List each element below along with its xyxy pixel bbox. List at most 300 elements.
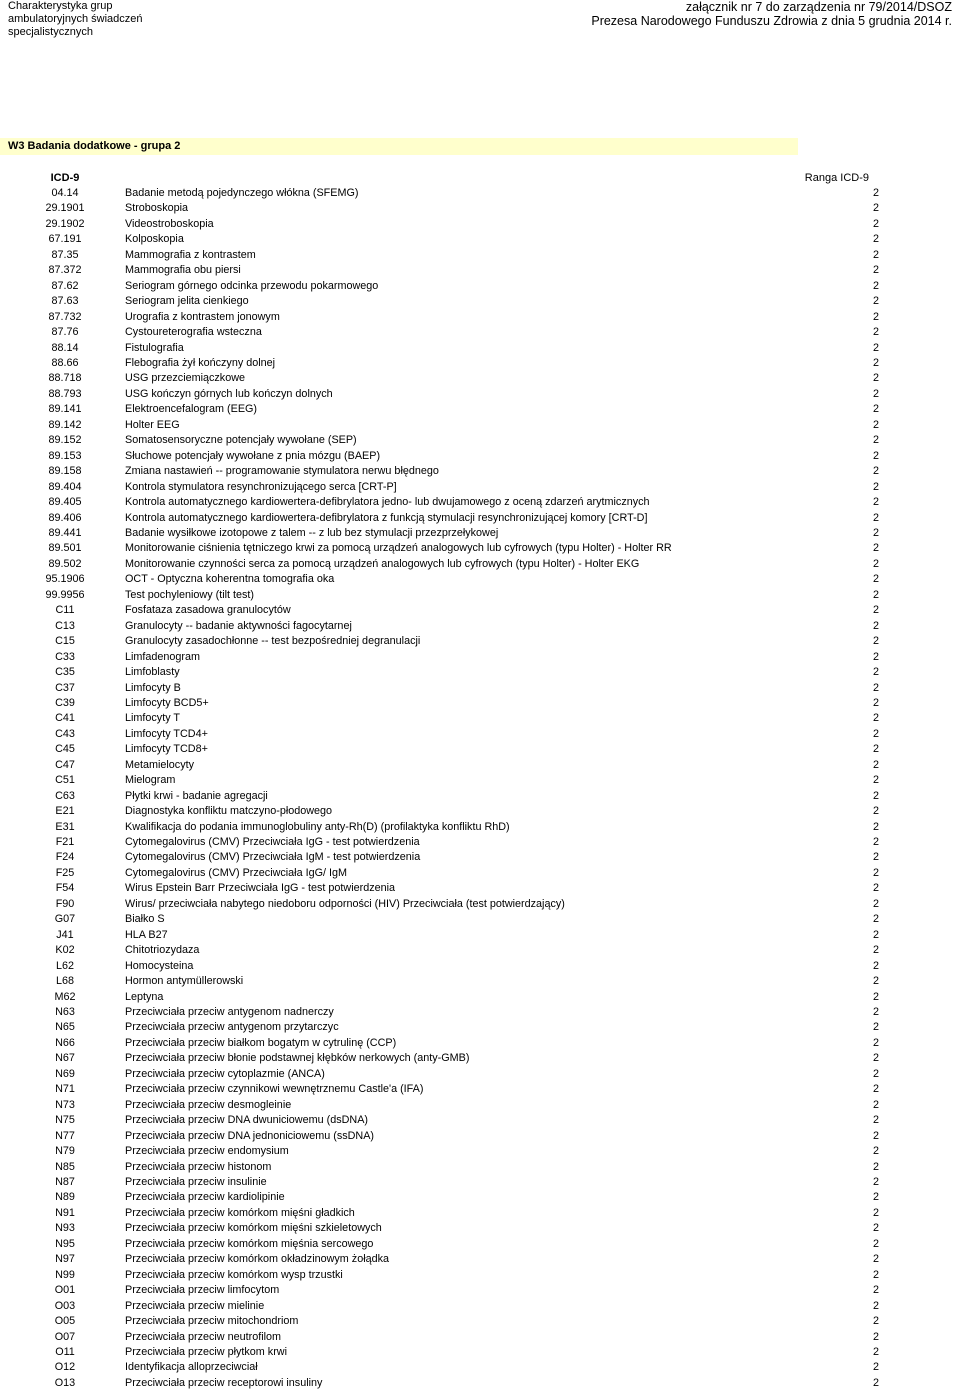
row-name: Kontrola stymulatora resynchronizującego serca [CRT-P] xyxy=(125,480,397,493)
row-rank: 2 xyxy=(872,913,879,926)
table-row xyxy=(0,897,960,912)
row-code: O13 xyxy=(54,1376,76,1389)
row-code: C37 xyxy=(55,681,75,694)
row-name: Wirus Epstein Barr Przeciwciała IgG - test potwierdzenia xyxy=(125,882,396,895)
row-name: Przeciwciała przeciw kardiolipinie xyxy=(125,1191,285,1204)
table-row xyxy=(0,990,960,1005)
row-code: 87.63 xyxy=(51,295,79,308)
row-name: Limfocyty B xyxy=(125,681,181,694)
row-code: 87.76 xyxy=(51,326,79,339)
row-name: Elektroencefalogram (EEG) xyxy=(125,403,258,416)
row-name: Białko S xyxy=(125,913,165,926)
row-name: Limfadenogram xyxy=(125,650,201,663)
row-code: 89.141 xyxy=(48,403,82,416)
row-name: Przeciwciała przeciw histonom xyxy=(125,1160,272,1173)
table-row xyxy=(0,387,960,402)
row-rank: 2 xyxy=(872,326,879,339)
row-code: 89.405 xyxy=(48,496,82,509)
row-code: 88.718 xyxy=(48,372,82,385)
row-code: 89.406 xyxy=(48,511,82,524)
row-rank: 2 xyxy=(872,526,879,539)
row-name: OCT - Optyczna koherentna tomografia oka xyxy=(125,573,335,586)
row-rank: 2 xyxy=(872,1330,879,1343)
row-code: 89.153 xyxy=(48,449,82,462)
row-code: N85 xyxy=(55,1160,75,1173)
row-name: Granulocyty zasadochłonne -- test bezpośredniej degranulacji xyxy=(125,635,421,648)
table-row xyxy=(0,1082,960,1097)
row-code: 29.1901 xyxy=(45,202,85,215)
row-code: 89.404 xyxy=(48,480,82,493)
row-name: Cytomegalovirus (CMV) Przeciwciała IgG/ IgM xyxy=(125,866,347,879)
row-rank: 2 xyxy=(872,465,879,478)
row-rank: 2 xyxy=(872,820,879,833)
row-code: C39 xyxy=(55,696,75,709)
table-row xyxy=(0,541,960,556)
table-row xyxy=(0,742,960,757)
row-rank: 2 xyxy=(872,959,879,972)
row-rank: 2 xyxy=(872,866,879,879)
row-rank: 2 xyxy=(872,496,879,509)
table-row xyxy=(0,1376,960,1391)
row-rank: 2 xyxy=(872,1145,879,1158)
row-rank: 2 xyxy=(872,1361,879,1374)
row-name: Zmiana nastawień -- programowanie stymulatora nerwu błędnego xyxy=(125,465,439,478)
row-name: Urografia z kontrastem jonowym xyxy=(125,310,280,323)
row-rank: 2 xyxy=(872,1098,879,1111)
table-row xyxy=(0,619,960,634)
row-rank: 2 xyxy=(872,1191,879,1204)
row-rank: 2 xyxy=(872,1206,879,1219)
row-name: Diagnostyka konfliktu matczyno-płodowego xyxy=(125,805,333,818)
row-rank: 2 xyxy=(872,1036,879,1049)
table-row xyxy=(0,433,960,448)
table-row xyxy=(0,866,960,881)
row-name: Przeciwciała przeciw komórkom wysp trzustki xyxy=(125,1268,343,1281)
row-name: Przeciwciała przeciw komórkom okładzinowym żołądka xyxy=(125,1253,390,1266)
row-code: F21 xyxy=(55,836,75,849)
table-row xyxy=(0,974,960,989)
row-code: N89 xyxy=(55,1191,75,1204)
table-row xyxy=(0,711,960,726)
row-rank: 2 xyxy=(872,310,879,323)
row-code: 87.732 xyxy=(48,310,82,323)
row-name: Homocysteina xyxy=(125,959,194,972)
row-code: N95 xyxy=(55,1237,75,1250)
row-code: C63 xyxy=(55,789,75,802)
row-rank: 2 xyxy=(872,573,879,586)
row-name: HLA B27 xyxy=(125,928,168,941)
row-code: 89.158 xyxy=(48,465,82,478)
row-rank: 2 xyxy=(872,990,879,1003)
row-rank: 2 xyxy=(872,187,879,199)
row-name: Badanie metodą pojedynczego włókna (SFEMG) xyxy=(125,187,359,199)
table-row xyxy=(0,279,960,294)
table-row xyxy=(0,588,960,603)
row-code: N87 xyxy=(55,1176,75,1188)
row-name: Słuchowe potencjały wywołane z pnia mózgu (BAEP) xyxy=(125,449,381,462)
row-name: Przeciwciała przeciw antygenom przytarczyc xyxy=(125,1021,339,1034)
table-row xyxy=(0,294,960,309)
row-rank: 2 xyxy=(872,743,879,756)
table-row xyxy=(0,804,960,819)
row-name: Cystoureterografia wsteczna xyxy=(125,326,262,339)
row-rank: 2 xyxy=(872,1021,879,1034)
table-row xyxy=(0,495,960,510)
row-name: Kolposkopia xyxy=(125,233,184,246)
row-name: Monitorowanie ciśnienia tętniczego krwi za pomocą urządzeń analogowych lub cyfrowych (typu Holter) - Holter RR xyxy=(125,542,672,555)
row-name: Przeciwciała przeciw antygenom nadnerczy xyxy=(125,1006,334,1019)
row-rank: 2 xyxy=(872,372,879,385)
header-left-line: ambulatoryjnych świadczeń xyxy=(8,13,143,25)
row-rank: 2 xyxy=(872,805,879,818)
row-name: Mammografia z kontrastem xyxy=(125,248,256,261)
row-rank: 2 xyxy=(872,758,879,771)
row-code: N66 xyxy=(55,1036,75,1049)
row-code: N65 xyxy=(55,1021,75,1034)
row-code: L62 xyxy=(55,959,74,972)
row-name: Przeciwciała przeciw komórkom mięśni szkieletowych xyxy=(125,1222,382,1235)
table-row xyxy=(0,1113,960,1128)
table-row xyxy=(0,1190,960,1205)
row-rank: 2 xyxy=(872,511,879,524)
row-name: Kwalifikacja do podania immunoglobuliny anty-Rh(D) (profilaktyka konfliktu RhD) xyxy=(125,820,510,833)
header-left-line: Charakterystyka grup xyxy=(8,0,113,12)
table-row xyxy=(0,464,960,479)
row-rank: 2 xyxy=(872,1284,879,1297)
table-row xyxy=(0,217,960,232)
row-code: O03 xyxy=(54,1299,76,1312)
row-code: 87.62 xyxy=(51,279,79,292)
table-row xyxy=(0,1314,960,1329)
row-code: K02 xyxy=(55,944,75,957)
row-name: Mammografia obu piersi xyxy=(125,264,241,277)
row-rank: 2 xyxy=(872,975,879,988)
row-rank: 2 xyxy=(872,1052,879,1065)
table-row xyxy=(0,1020,960,1035)
row-code: C43 xyxy=(55,727,75,740)
row-rank: 2 xyxy=(872,1315,879,1328)
row-rank: 2 xyxy=(872,542,879,555)
row-rank: 2 xyxy=(872,666,879,679)
row-code: C15 xyxy=(55,635,75,648)
table-row xyxy=(0,650,960,665)
row-code: O01 xyxy=(54,1284,76,1297)
table-row xyxy=(0,850,960,865)
row-name: Przeciwciała przeciw błonie podstawnej kłębków nerkowych (anty-GMB) xyxy=(125,1052,470,1065)
row-code: N79 xyxy=(55,1145,75,1158)
table-row xyxy=(0,402,960,417)
row-rank: 2 xyxy=(872,1114,879,1127)
row-name: Chitotriozydaza xyxy=(125,944,200,957)
table-row xyxy=(0,835,960,850)
table-row xyxy=(0,727,960,742)
row-rank: 2 xyxy=(872,279,879,292)
header-left-line: specjalistycznych xyxy=(8,26,93,38)
row-rank: 2 xyxy=(872,387,879,400)
table-row xyxy=(0,1005,960,1020)
table-row xyxy=(0,789,960,804)
row-name: Przeciwciała przeciw białkom bogatym w cytrulinę (CCP) xyxy=(125,1036,397,1049)
row-name: Kontrola automatycznego kardiowertera-defibrylatora z funkcją stymulacji resynchronizującej komory [CRT-D] xyxy=(125,511,648,524)
table-row xyxy=(0,928,960,943)
row-code: N71 xyxy=(55,1083,75,1096)
table-row xyxy=(0,634,960,649)
row-code: N91 xyxy=(55,1206,75,1219)
row-rank: 2 xyxy=(872,1268,879,1281)
table-row xyxy=(0,773,960,788)
row-code: 88.14 xyxy=(51,341,79,354)
row-code: N73 xyxy=(55,1098,75,1111)
document-header-left xyxy=(8,0,143,39)
row-code: N67 xyxy=(55,1052,75,1065)
table-row xyxy=(0,1098,960,1113)
table-row xyxy=(0,356,960,371)
row-name: Przeciwciała przeciw endomysium xyxy=(125,1145,289,1158)
procedure-table xyxy=(0,186,960,1391)
row-rank: 2 xyxy=(872,789,879,802)
row-name: Przeciwciała przeciw czynnikowi wewnętrznemu Castle'a (IFA) xyxy=(125,1083,424,1096)
row-name: Cytomegalovirus (CMV) Przeciwciała IgM - test potwierdzenia xyxy=(125,851,421,864)
row-rank: 2 xyxy=(872,696,879,709)
table-row xyxy=(0,310,960,325)
header-right-line: załącznik nr 7 do zarządzenia nr 79/2014/DSOZ xyxy=(685,0,952,14)
row-name: Przeciwciała przeciw komórkom mięśnia sercowego xyxy=(125,1237,374,1250)
row-rank: 2 xyxy=(872,1222,879,1235)
row-name: Przeciwciała przeciw limfocytom xyxy=(125,1284,280,1297)
row-rank: 2 xyxy=(872,434,879,447)
row-code: C51 xyxy=(55,774,75,787)
row-name: Videostroboskopia xyxy=(125,217,214,230)
row-code: 89.502 xyxy=(48,557,82,570)
row-code: O07 xyxy=(54,1330,76,1343)
row-name: Limfoblasty xyxy=(125,666,180,679)
row-rank: 2 xyxy=(872,341,879,354)
row-rank: 2 xyxy=(872,851,879,864)
row-code: N69 xyxy=(55,1067,75,1080)
row-rank: 2 xyxy=(872,897,879,910)
table-row xyxy=(0,371,960,386)
table-row xyxy=(0,526,960,541)
row-name: Flebografia żył kończyny dolnej xyxy=(125,356,276,369)
row-name: Fistulografia xyxy=(125,341,184,354)
table-row xyxy=(0,681,960,696)
row-rank: 2 xyxy=(872,233,879,246)
row-code: 67.191 xyxy=(48,233,82,246)
row-name: Stroboskopia xyxy=(125,202,189,215)
row-name: Leptyna xyxy=(125,990,164,1003)
table-row xyxy=(0,912,960,927)
column-header-rank: Ranga ICD-9 xyxy=(804,172,869,184)
table-row xyxy=(0,1283,960,1298)
row-rank: 2 xyxy=(872,264,879,277)
row-code: 88.793 xyxy=(48,387,82,400)
row-code: F90 xyxy=(55,897,75,910)
table-row xyxy=(0,1036,960,1051)
row-name: Cytomegalovirus (CMV) Przeciwciała IgG - test potwierdzenia xyxy=(125,836,420,849)
header-right-line: Prezesa Narodowego Funduszu Zdrowia z dnia 5 grudnia 2014 r. xyxy=(591,14,952,28)
table-row xyxy=(0,1067,960,1082)
document-header-right xyxy=(591,0,952,28)
row-rank: 2 xyxy=(872,557,879,570)
row-name: Hormon antymüllerowski xyxy=(125,975,244,988)
row-rank: 2 xyxy=(872,1299,879,1312)
row-name: Limfocyty T xyxy=(125,712,180,725)
table-row xyxy=(0,1268,960,1283)
row-code: 89.142 xyxy=(48,418,82,431)
row-code: E21 xyxy=(55,805,75,818)
table-row xyxy=(0,232,960,247)
table-row xyxy=(0,341,960,356)
row-name: Holter EEG xyxy=(125,418,180,431)
row-rank: 2 xyxy=(872,1176,879,1188)
row-name: Płytki krwi - badanie agregacji xyxy=(125,789,268,802)
row-code: O05 xyxy=(54,1315,76,1328)
row-rank: 2 xyxy=(872,1253,879,1266)
row-rank: 2 xyxy=(872,1345,879,1358)
row-rank: 2 xyxy=(872,449,879,462)
table-row xyxy=(0,881,960,896)
row-name: Kontrola automatycznego kardiowertera-defibrylatora jedno- lub dwujamowego z oceną zdarzeń arytmicznych xyxy=(125,496,650,509)
table-row xyxy=(0,943,960,958)
row-rank: 2 xyxy=(872,1160,879,1173)
row-code: 04.14 xyxy=(51,187,79,199)
table-row xyxy=(0,480,960,495)
column-header-code: ICD-9 xyxy=(50,172,80,184)
row-rank: 2 xyxy=(872,650,879,663)
row-code: C33 xyxy=(55,650,75,663)
row-name: Przeciwciała przeciw DNA jednoniciowemu (ssDNA) xyxy=(125,1129,375,1142)
row-name: Przeciwciała przeciw desmogleinie xyxy=(125,1098,292,1111)
table-row xyxy=(0,1160,960,1175)
table-row xyxy=(0,325,960,340)
row-rank: 2 xyxy=(872,403,879,416)
row-rank: 2 xyxy=(872,619,879,632)
row-name: Limfocyty BCD5+ xyxy=(125,696,209,709)
row-code: 29.1902 xyxy=(45,217,85,230)
row-code: O12 xyxy=(54,1361,76,1374)
row-name: Przeciwciała przeciw komórkom mięśni gładkich xyxy=(125,1206,355,1219)
row-rank: 2 xyxy=(872,928,879,941)
row-rank: 2 xyxy=(872,217,879,230)
row-rank: 2 xyxy=(872,1083,879,1096)
row-rank: 2 xyxy=(872,604,879,617)
group-title: W3 Badania dodatkowe - grupa 2 xyxy=(8,140,181,152)
table-row xyxy=(0,1129,960,1144)
row-code: 99.9956 xyxy=(45,588,85,601)
table-row xyxy=(0,557,960,572)
row-rank: 2 xyxy=(872,882,879,895)
table-row xyxy=(0,248,960,263)
row-rank: 2 xyxy=(872,681,879,694)
table-row xyxy=(0,1299,960,1314)
table-row xyxy=(0,418,960,433)
row-name: Wirus/ przeciwciała nabytego niedoboru odporności (HIV) Przeciwciała (test potwierdzający) xyxy=(125,897,565,910)
row-code: N63 xyxy=(55,1006,75,1019)
row-rank: 2 xyxy=(872,727,879,740)
table-row xyxy=(0,572,960,587)
row-name: Seriogram górnego odcinka przewodu pokarmowego xyxy=(125,279,379,292)
row-code: 87.372 xyxy=(48,264,82,277)
table-row xyxy=(0,1051,960,1066)
row-name: Przeciwciała przeciw mielinie xyxy=(125,1299,265,1312)
row-name: Przeciwciała przeciw neutrofilom xyxy=(125,1330,282,1343)
row-name: Test pochyleniowy (tilt test) xyxy=(125,588,255,601)
row-rank: 2 xyxy=(872,248,879,261)
row-name: Badanie wysiłkowe izotopowe z talem -- z lub bez stymulacji przezprzełykowej xyxy=(125,526,499,539)
row-code: 87.35 xyxy=(51,248,79,261)
table-row xyxy=(0,1221,960,1236)
table-row xyxy=(0,603,960,618)
table-row xyxy=(0,1237,960,1252)
row-name: Fosfataza zasadowa granulocytów xyxy=(125,604,291,617)
row-code: C41 xyxy=(55,712,75,725)
row-rank: 2 xyxy=(872,418,879,431)
row-code: O11 xyxy=(55,1345,75,1358)
table-row xyxy=(0,1206,960,1221)
row-name: USG przezciemiączkowe xyxy=(125,372,245,385)
row-code: J41 xyxy=(56,928,74,941)
row-name: Metamielocyty xyxy=(125,758,194,771)
row-code: 88.66 xyxy=(51,356,79,369)
row-code: 89.501 xyxy=(48,542,82,555)
table-row xyxy=(0,820,960,835)
row-code: E31 xyxy=(55,820,75,833)
row-name: Przeciwciała przeciw insulinie xyxy=(125,1176,267,1188)
row-name: USG kończyn górnych lub kończyn dolnych xyxy=(125,387,333,400)
row-code: N99 xyxy=(55,1268,75,1281)
table-row xyxy=(0,1345,960,1360)
table-row xyxy=(0,1252,960,1267)
row-name: Przeciwciała przeciw receptorowi insuliny xyxy=(125,1376,323,1389)
table-row xyxy=(0,511,960,526)
row-rank: 2 xyxy=(872,944,879,957)
row-code: C45 xyxy=(55,743,75,756)
row-code: F25 xyxy=(55,866,75,879)
row-name: Przeciwciała przeciw DNA dwuniciowemu (dsDNA) xyxy=(125,1114,368,1127)
row-rank: 2 xyxy=(872,588,879,601)
table-row xyxy=(0,201,960,216)
group-title-band xyxy=(0,138,798,155)
table-row xyxy=(0,758,960,773)
table-row xyxy=(0,186,960,201)
table-row xyxy=(0,449,960,464)
row-code: F54 xyxy=(55,882,75,895)
row-name: Mielogram xyxy=(125,774,176,787)
row-code: C11 xyxy=(55,604,75,617)
table-row xyxy=(0,263,960,278)
row-rank: 2 xyxy=(872,712,879,725)
row-code: L68 xyxy=(55,975,74,988)
row-code: N77 xyxy=(55,1129,75,1142)
row-rank: 2 xyxy=(872,1129,879,1142)
row-rank: 2 xyxy=(872,1067,879,1080)
row-code: N93 xyxy=(55,1222,75,1235)
table-row xyxy=(0,1144,960,1159)
row-rank: 2 xyxy=(872,1376,879,1389)
row-code: C13 xyxy=(55,619,75,632)
row-rank: 2 xyxy=(872,295,879,308)
row-code: M62 xyxy=(54,990,76,1003)
table-row xyxy=(0,959,960,974)
row-rank: 2 xyxy=(872,202,879,215)
row-code: G07 xyxy=(54,913,76,926)
row-name: Somatosensoryczne potencjały wywołane (SEP) xyxy=(125,434,357,447)
table-row xyxy=(0,1360,960,1375)
row-code: N97 xyxy=(55,1253,75,1266)
row-code: 89.441 xyxy=(48,526,82,539)
row-code: C47 xyxy=(55,758,75,771)
row-rank: 2 xyxy=(872,356,879,369)
